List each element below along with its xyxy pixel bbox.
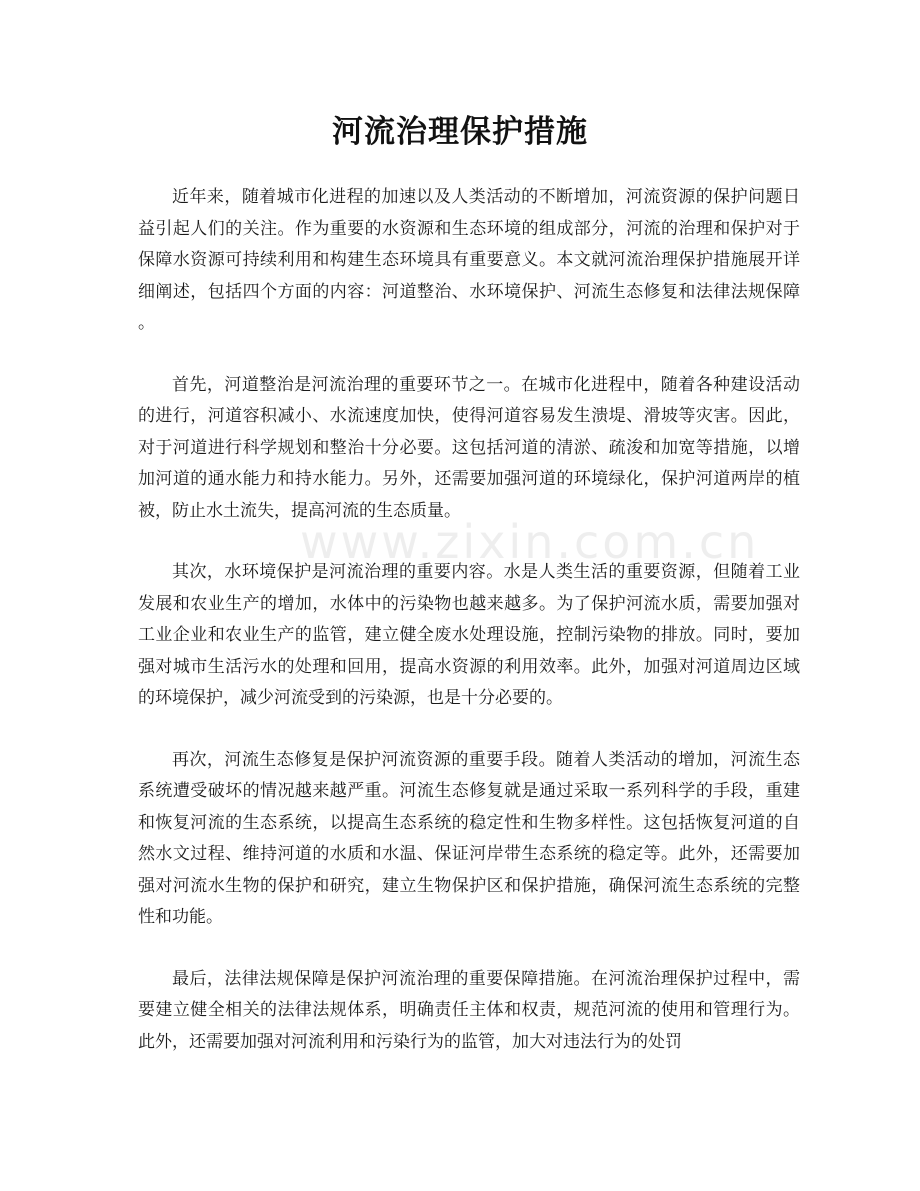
paragraph-river-regulation: 首先，河道整治是河流治理的重要环节之一。在城市化进程中，随着各种建设活动的进行，河道容积减小、水流速度加快，使得河道容易发生溃堤、滑坡等灾害。因此，对于河道进行科学规划和整治十分必要。这包括河道的清淤、疏浚和加宽等措施，以增加河道的通水能力和持水能力。另外，还需要加强河道的环境绿化，保护河道两岸的植被，防止水土流失，提高河流的生态质量。 [138,374,800,521]
paragraph-intro: 近年来，随着城市化进程的加速以及人类活动的不断增加，河流资源的保护问题日益引起人们的关注。作为重要的水资源和生态环境的组成部分，河流的治理和保护对于保障水资源可持续利用和构建生态环境具有重要意义。本文就河流治理保护措施展开详细阐述，包括四个方面的内容：河道整治、水环境保护、河流生态修复和法律法规保障。 [138,187,800,333]
paragraph-ecological-restoration: 再次，河流生态修复是保护河流资源的重要手段。随着人类活动的增加，河流生态系统遭受破坏的情况越来越严重。河流生态修复就是通过采取一系列科学的手段，重建和恢复河流的生态系统，以提高生态系统的稳定性和生物多样性。这包括恢复河道的自然水文过程、维持河道的水质和水温、保证河岸带生态系统的稳定等。此外，还需要加强对河流水生物的保护和研究，建立生物保护区和保护措施，确保河流生态系统的完整性和功能。 [138,749,800,927]
paragraph-legal-protection: 最后，法律法规保障是保护河流治理的重要保障措施。在河流治理保护过程中，需要建立健全相关的法律法规体系，明确责任主体和权责，规范河流的使用和管理行为。此外，还需要加强对河流利用和污染行为的监管，加大对违法行为的处罚 [138,968,800,1052]
document-title: 河流治理保护措施 [332,114,588,150]
watermark: www.zixin.com.cn [300,515,760,569]
paragraph-water-environment: 其次，水环境保护是河流治理的重要内容。水是人类生活的重要资源，但随着工业发展和农业生产的增加，水体中的污染物也越来越多。为了保护河流水质，需要加强对工业企业和农业生产的监管，建立健全废水处理设施，控制污染物的排放。同时，要加强对城市生活污水的处理和回用，提高水资源的利用效率。此外，加强对河道周边区域的环境保护，减少河流受到的污染源，也是十分必要的。 [138,562,800,708]
document-body [138,182,800,1088]
